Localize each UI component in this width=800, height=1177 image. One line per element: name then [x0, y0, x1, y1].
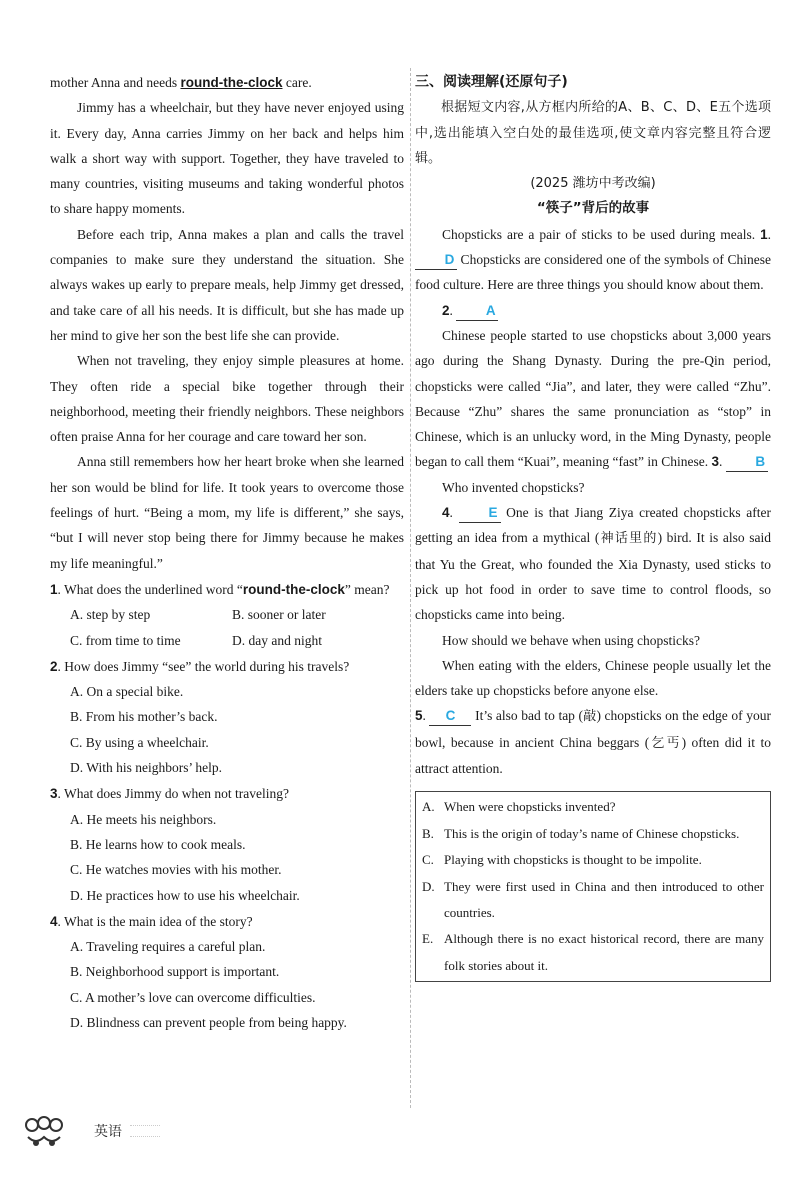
passage-paragraph: Anna still remembers how her heart broke when she learned her son would be blind for life. It took years to overcome those feelings of hurt. “Being a mom, my life is different,” she says, “but I will never stop being there for Jimmy because he makes my life meaningful.”: [50, 454, 404, 571]
question-stem: 1. What does the underlined word “round-the-clock” mean?: [50, 581, 390, 597]
passage-paragraph: 5. C It’s also bad to tap (敲) chopsticks on the edge of your bowl, because in ancient China beggars (乞丐) often did it to attract attention.: [415, 708, 771, 777]
option-c[interactable]: C. from time to time: [70, 632, 181, 648]
right-column: [415, 70, 771, 982]
passage-paragraph: When eating with the elders, Chinese people usually let the elders take up chopsticks before anyone else.: [415, 657, 771, 699]
question-2: [50, 654, 404, 780]
instruction: 根据短文内容,从方框内所给的A、B、C、D、E五个选项中,选出能填入空白处的最佳选项,使文章内容完整且符合逻辑。: [415, 100, 771, 166]
option-b[interactable]: B. He learns how to cook meals.: [70, 836, 246, 852]
question-1: [50, 577, 404, 653]
question-3: [50, 781, 404, 907]
option-c[interactable]: C. He watches movies with his mother.: [70, 862, 282, 878]
answer-blank-4[interactable]: E: [459, 504, 501, 523]
option-d[interactable]: D. With his neighbors’ help.: [70, 760, 222, 776]
section-title: 三、阅读理解(还原句子): [415, 74, 568, 90]
underlined-word: round-the-clock: [180, 75, 283, 90]
passage-heading: Who invented chopsticks?: [442, 479, 585, 495]
column-divider: [410, 68, 411, 1108]
box-option-c[interactable]: C. Playing with chopsticks is thought to be impolite.: [422, 852, 702, 868]
box-option-e[interactable]: E. Although there is no exact historical record, there are many folk stories about it.: [422, 931, 764, 973]
source-note: (2025 潍坊中考改编): [530, 176, 656, 192]
option-c[interactable]: C. A mother’s love can overcome difficulties.: [70, 989, 316, 1005]
option-a[interactable]: A. On a special bike.: [70, 684, 184, 700]
option-d[interactable]: D. He practices how to use his wheelchair.: [70, 887, 300, 903]
box-option-d[interactable]: D. They were first used in China and then introduced to other countries.: [422, 878, 764, 920]
question-stem: 3. What does Jimmy do when not traveling?: [50, 786, 289, 802]
passage-paragraph: 2. A: [415, 298, 771, 323]
passage-paragraph: Chopsticks are a pair of sticks to be used during meals. 1. D Chopsticks are considered one of the symbols of Chinese food culture. Here are three things you should know about them.: [415, 226, 771, 293]
answer-blank-5[interactable]: C: [429, 707, 471, 726]
footer-decoration: [130, 1125, 160, 1137]
question-stem: 4. What is the main idea of the story?: [50, 913, 253, 929]
passage-paragraph: 4. E One is that Jiang Ziya created chopsticks after getting an idea from a mythical (神话里的) bird. It is also said that Yu the Great, who founded the Xia Dynasty, used sticks to pick up hot food in order to save time to control floods, so chopsticks came into being.: [415, 505, 771, 623]
option-b[interactable]: B. Neighborhood support is important.: [70, 964, 280, 980]
answer-blank-2[interactable]: A: [456, 302, 498, 321]
passage-paragraph: When not traveling, they enjoy simple pleasures at home. They often ride a special bike together through their neighborhood, meeting their friendly neighbors. These neighbors often praise Anna for her courage and care toward her son.: [50, 353, 404, 445]
option-b[interactable]: B. From his mother’s back.: [70, 709, 218, 725]
page-footer: [22, 1113, 160, 1149]
question-4: [50, 909, 404, 1035]
option-b[interactable]: B. sooner or later: [232, 607, 326, 623]
option-d[interactable]: D. day and night: [232, 632, 322, 648]
passage-paragraph: Before each trip, Anna makes a plan and calls the travel companies to make sure they understand the situation. She always wakes up early to prepare meals, help Jimmy get dressed, and take care of all his needs. It is difficult, but she has made up her mind to give her son the best life she can provide.: [50, 226, 404, 343]
passage-paragraph: Jimmy has a wheelchair, but they have never enjoyed using it. Every day, Anna carries Jimmy on her back and helps him walk a short way with support. Together, they have traveled to many countries, visiting museums and taking wonderful photos to share happy moments.: [50, 100, 404, 217]
answer-blank-1[interactable]: D: [415, 251, 457, 270]
subject-label: 英语: [94, 1124, 122, 1140]
passage-paragraph: Chinese people started to use chopsticks about 3,000 years ago during the Shang Dynasty. During the pre-Qin period, chopsticks were called “Jia”, and later, they were called “Zhu”. Because “Zhu” shares the same pronunciation as “stop” in Chinese, which is an unlucky word, in the Ming Dynasty, people began to call them “Kuai”, meaning “fast” in Chinese. 3. B: [415, 323, 771, 475]
box-option-b[interactable]: B. This is the origin of today’s name of Chinese chopsticks.: [422, 825, 740, 841]
left-column: [50, 70, 404, 1035]
passage-heading: How should we behave when using chopsticks?: [442, 632, 700, 648]
option-c[interactable]: C. By using a wheelchair.: [70, 734, 209, 750]
answer-blank-3[interactable]: B: [726, 453, 768, 472]
passage-paragraph: mother Anna and needs round-the-clock care.: [50, 75, 312, 90]
options-box: [415, 791, 771, 982]
passage-title: “筷子”背后的故事: [536, 200, 650, 217]
box-option-a[interactable]: A. When were chopsticks invented?: [422, 799, 616, 815]
option-a[interactable]: A. Traveling requires a careful plan.: [70, 939, 266, 955]
option-a[interactable]: A. He meets his neighbors.: [70, 811, 217, 827]
publisher-logo-icon: [22, 1113, 66, 1149]
option-d[interactable]: D. Blindness can prevent people from being happy.: [70, 1014, 347, 1030]
question-stem: 2. How does Jimmy “see” the world during his travels?: [50, 658, 350, 674]
option-a[interactable]: A. step by step: [70, 607, 151, 623]
